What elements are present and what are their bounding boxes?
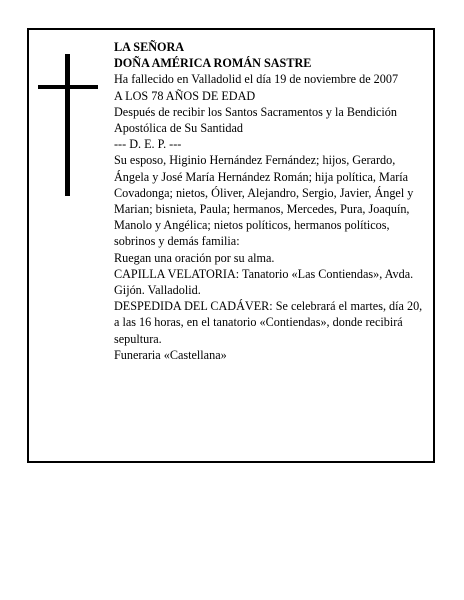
rip-line: --- D. E. P. --- xyxy=(114,137,182,152)
obituary-text xyxy=(114,39,426,363)
family-list: Su esposo, Higinio Hernández Fernández; hijos, Gerardo, Ángela y José María Hernández Román; hija política, María Covadonga; nietos, Óliver, Alejandro, Sergio, Javier, Ángel y Marian; bisnieta, Paula; hermanos, Mercedes, Pura, Joaquín, Manolo y Angélica; nietos políticos, hermanos políticos, sobrinos y demás familia: xyxy=(114,153,414,249)
burial-details: DESPEDIDA DEL CADÁVER: Se celebrará el martes, día 20, a las 16 horas, en el tanatorio «Contiendas», donde recibirá sepultura. xyxy=(114,299,423,346)
latin-cross-icon xyxy=(38,54,98,196)
death-announcement: Ha fallecido en Valladolid el día 19 de noviembre de 2007 xyxy=(114,72,399,87)
honorific: LA SEÑORA xyxy=(114,40,185,54)
funeral-home: Funeraria «Castellana» xyxy=(114,347,227,362)
sacraments-note: Después de recibir los Santos Sacramentos y la Bendición Apostólica de Su Santidad xyxy=(114,104,397,136)
wake-location: CAPILLA VELATORIA: Tanatorio «Las Contiendas», Avda. Gijón. Valladolid. xyxy=(114,266,414,298)
prayer-request: Ruegan una oración por su alma. xyxy=(114,250,275,265)
age-at-death: A LOS 78 AÑOS DE EDAD xyxy=(114,88,256,103)
deceased-name: DOÑA AMÉRICA ROMÁN SASTRE xyxy=(114,56,312,71)
